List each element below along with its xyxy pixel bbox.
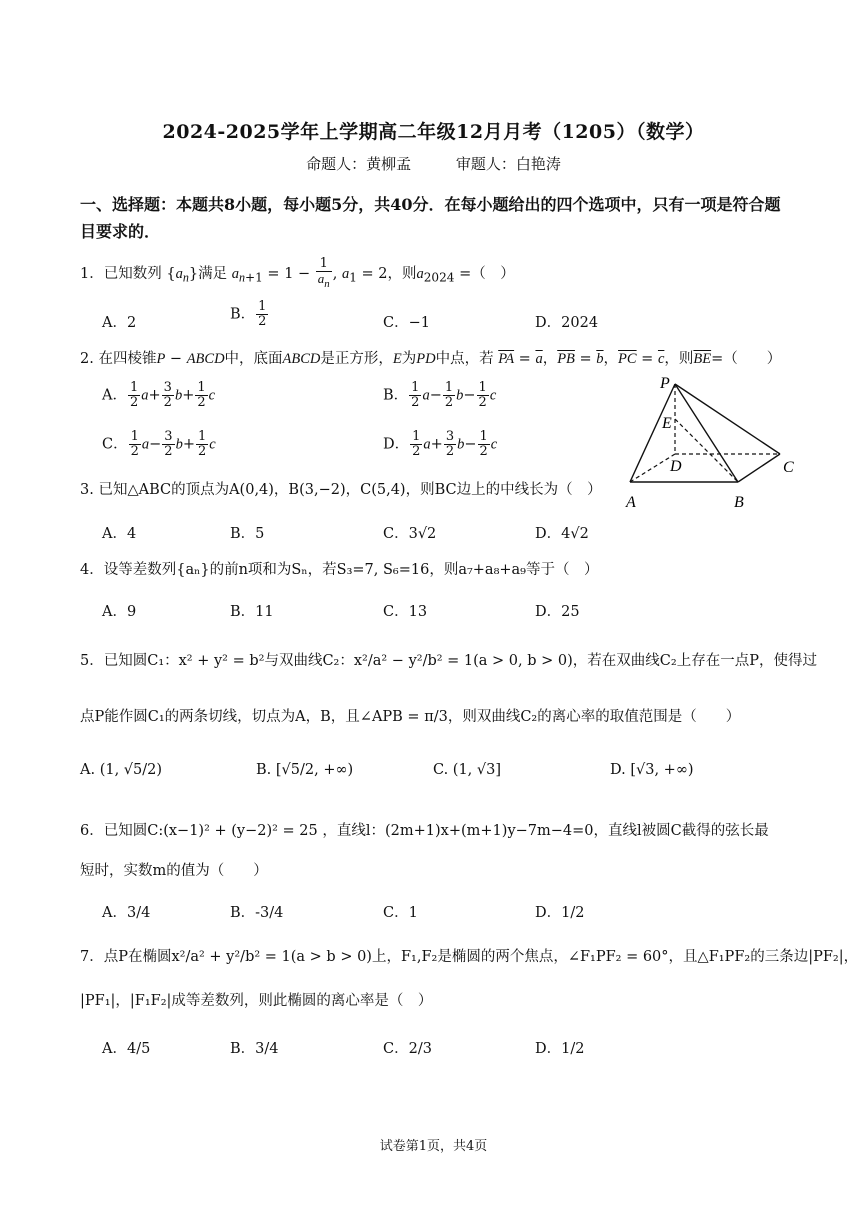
q2-option-c: C． $\frac{1}{2}$ a− $\frac{3}{2}$ b+ $\frac{1}{2}$ c <box>102 429 216 459</box>
question-7-line2: |PF₁|，|F₁F₂|成等差数列，则此椭圆的离心率是（ ） <box>80 993 433 1009</box>
q6-option-b: B．-3/4 <box>230 905 284 921</box>
q5-option-c: C. (1, √3] <box>433 762 502 778</box>
q1-option-c: C．−1 <box>383 315 430 331</box>
q7-option-a: A．4/5 <box>102 1041 151 1057</box>
q5-option-b: B. [√5/2, +∞) <box>256 762 354 778</box>
q5-option-d: D. [√3, +∞) <box>610 762 694 778</box>
reviewer-name: 审题人：白艳涛 <box>455 155 561 173</box>
q4-option-d: D．25 <box>535 604 580 620</box>
question-2: 2. 在四棱锥P − ABCD中，底面ABCD是正方形，E为PD中点，若 $\overline{PA} = \overline{a}$，$\overline{PB} = \overline{b}$，$\overline{PC} = \overline{c}$，则$\overline{BE}=$（ ） <box>80 351 782 367</box>
question-7-line1: 7．点P在椭圆x²/a² + y²/b² = 1(a > b > 0)上，F₁,F₂是椭圆的两个焦点，∠F₁PF₂ = 60°，且△F₁PF₂的三条边|PF₂|， <box>80 949 859 965</box>
section-heading: 一、选择题：本题共8小题，每小题5分，共40分．在每小题给出的四个选项中，只有一项是符合题目要求的． <box>80 195 781 241</box>
q7-option-d: D．1/2 <box>535 1041 585 1057</box>
label-a: A <box>626 494 636 511</box>
label-p: P <box>660 375 670 392</box>
q2-option-a: A． $\frac{1}{2}$ a+ $\frac{3}{2}$ b+ $\frac{1}{2}$ c <box>102 380 216 410</box>
page-footer: 试卷第1页，共4页 <box>379 1139 488 1154</box>
question-4: 4．设等差数列{aₙ}的前n项和为Sₙ，若S₃=7, S₆=16，则a₇+a₈+a₉等于（ ） <box>80 562 599 578</box>
label-b: B <box>734 494 744 511</box>
page-title: 2024-2025学年上学期高二年级12月月考（1205）（数学） <box>162 121 705 143</box>
q3-option-b: B．5 <box>230 526 265 542</box>
q1-option-d: D．2024 <box>535 315 599 331</box>
q7-option-c: C．2/3 <box>383 1041 432 1057</box>
author-name: 命题人：黄柳孟 <box>306 155 412 173</box>
question-6-line2: 短时，实数m的值为（ ） <box>80 863 268 879</box>
label-e: E <box>662 415 672 432</box>
q4-option-a: A．9 <box>102 604 137 620</box>
q6-option-a: A．3/4 <box>102 905 151 921</box>
q3-option-d: D．4√2 <box>535 526 589 542</box>
q3-option-a: A．4 <box>102 526 137 542</box>
label-d: D <box>670 458 682 475</box>
q2-option-d: D． $\frac{1}{2}$ a+ $\frac{3}{2}$ b− $\frac{1}{2}$ c <box>383 429 498 459</box>
question-6-line1: 6．已知圆C:(x−1)² + (y−2)² = 25 ，直线l：(2m+1)x+(m+1)y−7m−4=0，直线l被圆C截得的弦长最 <box>80 823 769 839</box>
label-c: C <box>783 459 794 476</box>
question-3: 3. 已知△ABC的顶点为A(0,4)，B(3,−2)，C(5,4)，则BC边上的中线长为（ ） <box>80 482 602 498</box>
q5-option-a: A. (1, √5/2) <box>80 762 163 778</box>
q7-option-b: B．3/4 <box>230 1041 279 1057</box>
q4-option-c: C．13 <box>383 604 428 620</box>
q4-option-b: B．11 <box>230 604 274 620</box>
q3-option-c: C．3√2 <box>383 526 437 542</box>
q2-option-b: B． $\frac{1}{2}$ a− $\frac{1}{2}$ b− $\frac{1}{2}$ c <box>383 380 497 410</box>
q1-option-b: B． $\frac{1}{2}$ <box>230 299 267 329</box>
author-line <box>0 153 867 174</box>
q1-option-a: A．2 <box>102 315 137 331</box>
question-5-line1: 5．已知圆C₁：x² + y² = b²与双曲线C₂：x²/a² − y²/b² = 1(a > 0, b > 0)，若在双曲线C₂上存在一点P，使得过 <box>80 653 817 669</box>
question-1: 1．已知数列 $\{a_n\}$满足 $a_{n+1} = 1$ − $\frac{1}{a_n}$ , $a_1 = 2$，则$a_{2024}$ =（ ） <box>80 256 515 290</box>
q6-option-d: D．1/2 <box>535 905 585 921</box>
question-5-line2: 点P能作圆C₁的两条切线，切点为A，B，且∠APB = π/3，则双曲线C₂的离心率的取值范围是（ ） <box>80 709 741 725</box>
q6-option-c: C．1 <box>383 905 418 921</box>
